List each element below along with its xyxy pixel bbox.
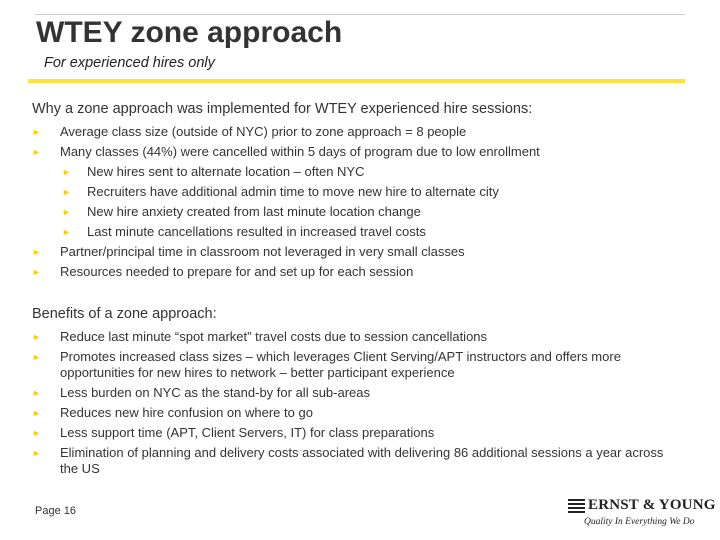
- list-item: ► Partner/principal time in classroom not leveraged in very small classes: [32, 242, 682, 262]
- list-item: ► Reduces new hire confusion on where to go: [32, 403, 682, 423]
- bullet-arrow-icon: ►: [32, 267, 41, 277]
- list-item: ► Elimination of planning and delivery costs associated with delivering 86 additional sessions a year across the US: [32, 445, 664, 476]
- logo-mark-icon: [568, 499, 585, 513]
- sub-list-item: ► Last minute cancellations resulted in increased travel costs: [32, 222, 682, 242]
- bullet-arrow-icon: ►: [62, 227, 71, 237]
- section-heading-benefits: Benefits of a zone approach:: [32, 306, 217, 322]
- bullet-arrow-icon: ►: [32, 428, 41, 438]
- page-number: Page 16: [35, 505, 76, 517]
- slide-subtitle: For experienced hires only: [44, 55, 215, 71]
- list-item: ► Promotes increased class sizes – which leverages Client Serving/APT instructors and offers more opportunities for new hires to network – better participant experience: [32, 349, 621, 380]
- list-item: ► Less support time (APT, Client Servers, IT) for class preparations: [32, 423, 682, 443]
- list-item: ► Reduce last minute “spot market” travel costs due to session cancellations: [32, 327, 682, 347]
- slide-title: WTEY zone approach: [36, 16, 343, 49]
- list-item: ► Resources needed to prepare for and set up for each session: [32, 262, 682, 282]
- sub-list-item: ► Recruiters have additional admin time to move new hire to alternate city: [32, 182, 682, 202]
- list-item: ► Many classes (44%) were cancelled within 5 days of program due to low enrollment: [32, 142, 682, 162]
- company-logo: [568, 497, 716, 531]
- bullet-arrow-icon: ►: [32, 352, 41, 362]
- bullet-arrow-icon: ►: [32, 127, 41, 137]
- bullet-arrow-icon: ►: [62, 187, 71, 197]
- sub-list-item: ► New hire anxiety created from last minute location change: [32, 202, 682, 222]
- bullet-arrow-icon: ►: [62, 167, 71, 177]
- bullet-arrow-icon: ►: [32, 388, 41, 398]
- bullet-arrow-icon: ►: [32, 332, 41, 342]
- list-item: ► Average class size (outside of NYC) prior to zone approach = 8 people: [32, 122, 682, 142]
- bullet-arrow-icon: ►: [32, 147, 41, 157]
- bullet-arrow-icon: ►: [62, 207, 71, 217]
- logo-name: ERNST & YOUNG: [588, 497, 716, 513]
- accent-divider: [28, 79, 685, 83]
- bullet-arrow-icon: ►: [32, 448, 41, 458]
- sub-list-item: ► New hires sent to alternate location – often NYC: [32, 162, 682, 182]
- bullet-arrow-icon: ►: [32, 408, 41, 418]
- section-heading-why: Why a zone approach was implemented for WTEY experienced hire sessions:: [32, 101, 533, 117]
- list-item: ► Less burden on NYC as the stand-by for all sub-areas: [32, 383, 682, 403]
- bullet-arrow-icon: ►: [32, 247, 41, 257]
- logo-tagline: Quality In Everything We Do: [584, 517, 695, 527]
- why-list: [32, 122, 682, 282]
- benefits-list: [32, 327, 682, 479]
